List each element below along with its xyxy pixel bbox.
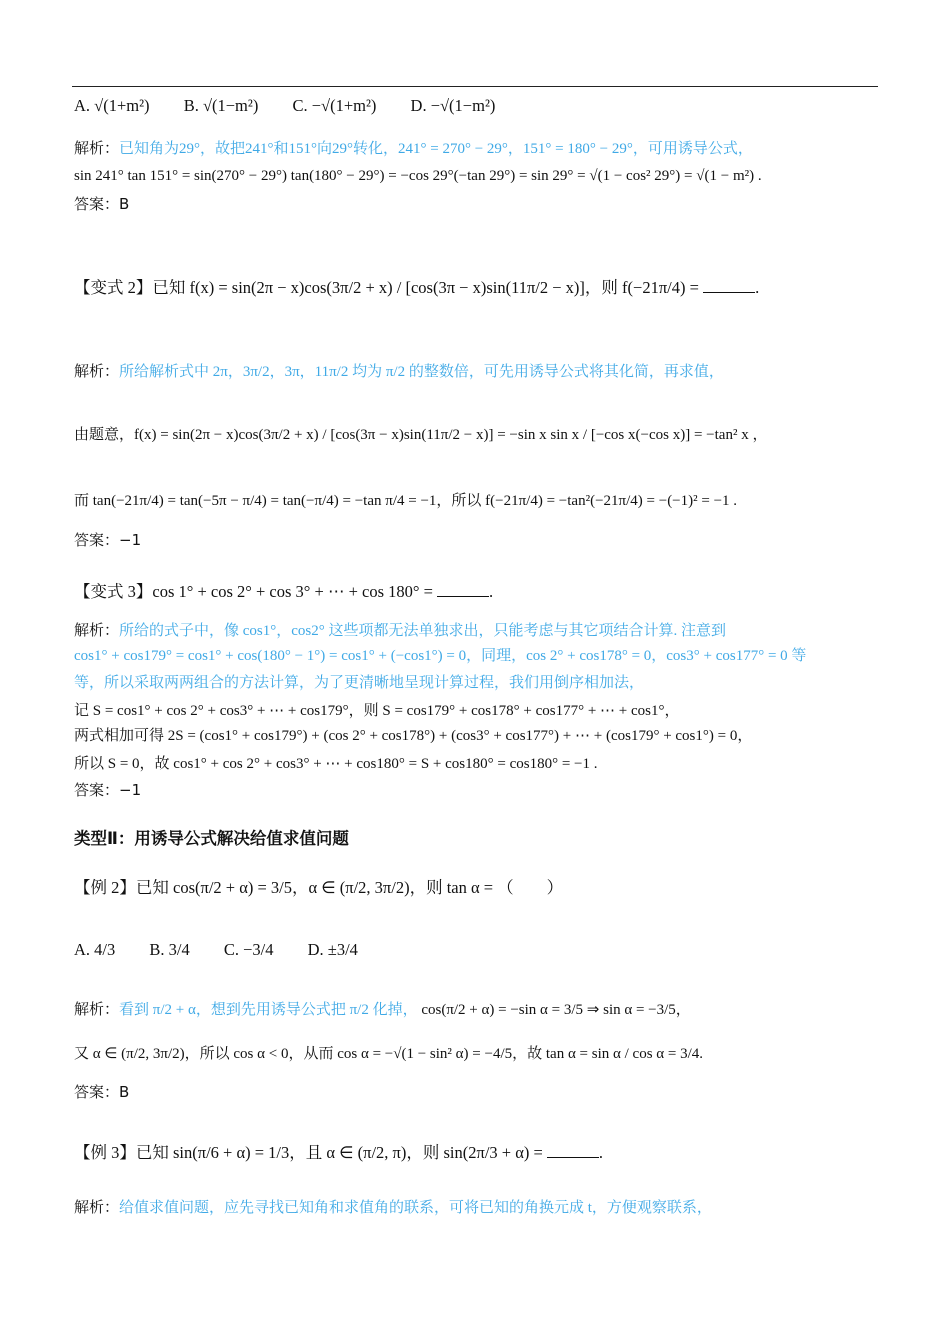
solution-label: 解析：: [74, 139, 120, 157]
choice-d: D. ±3/4: [307, 940, 358, 959]
solution-2-equation: 由题意，f(x) = sin(2π − x)cos(3π/2 + x) / [cos(3π − x)sin(11π/2 − x)] = −sin x sin x / [−cos x(−cos x)] = −tan² x ，: [74, 427, 768, 443]
solution-text: 已知角为29°，故把241°和151°向29°转化，241° = 270° − 29°，151° = 180° − 29°，可用诱导公式，: [119, 141, 753, 157]
solution-4-line-1: [74, 997, 884, 1022]
answer-1: 答案：B: [74, 195, 130, 213]
solution-1-equation: sin 241° tan 151° = sin(270° − 29°) tan(180° − 29°) = −cos 29°(−tan 29°) = sin 29° = √(1 − cos² 29°) = √(1 − m²) .: [74, 168, 762, 184]
choice-b: B. √(1−m²): [183, 96, 259, 115]
solution-3-line-1: [74, 618, 884, 643]
answer-blank: [703, 278, 755, 293]
solution-label: 解析：: [74, 1198, 120, 1216]
solution-text: 所给的式子中，像 cos1°，cos2° 这些项都无法单独求出，只能考虑与其它项结合计算. 注意到: [119, 623, 727, 639]
variant-2-stem: 【变式 2】已知 f(x) = sin(2π − x)cos(3π/2 + x) / [cos(3π − x)sin(11π/2 − x)]，则 f(−21π/4) = .: [74, 278, 760, 297]
solution-text: 给值求值问题，应先寻找已知角和求值角的联系，可将已知的角换元成 t，方便观察联系，: [119, 1200, 712, 1216]
variant-3-stem: 【变式 3】cos 1° + cos 2° + cos 3° + ⋯ + cos 180° = .: [74, 582, 494, 601]
choice-d: D. −√(1−m²): [410, 96, 496, 115]
choices-row-1: [74, 94, 884, 118]
solution-label: 解析：: [74, 621, 120, 639]
solution-label: 解析：: [74, 1000, 120, 1018]
solution-4-equation-2: 又 α ∈ (π/2, 3π/2)，所以 cos α < 0，从而 cos α = −√(1 − sin² α) = −4/5，故 tan α = sin α / cos α = 3/4.: [74, 1046, 704, 1062]
solution-3-equation-3: 所以 S = 0，故 cos1° + cos 2° + cos3° + ⋯ + cos180° = S + cos180° = cos180° = −1 .: [74, 756, 598, 772]
solution-label: 解析：: [74, 362, 120, 380]
variant-2-text: 【变式 2】已知 f(x) = sin(2π − x)cos(3π/2 + x) / [cos(3π − x)sin(11π/2 − x)]，则 f(−21π/4) =: [74, 278, 699, 297]
solution-5-line-1: [74, 1195, 884, 1220]
answer-3: 答案：−1: [74, 781, 142, 799]
choice-a: A. 4/3: [74, 940, 116, 959]
header-rule: [72, 86, 878, 87]
choice-c: C. −√(1+m²): [292, 96, 377, 115]
answer-blank: [547, 1143, 599, 1158]
solution-3-line-3: 等，所以采取两两组合的方法计算，为了更清晰地呈现计算过程，我们用倒序相加法，: [74, 675, 645, 691]
answer-blank: [437, 582, 489, 597]
solution-3-line-2: cos1° + cos179° = cos1° + cos(180° − 1°) = cos1° + (−cos1°) = 0，同理，cos 2° + cos178° = 0，cos3° + cos177° = 0 等: [74, 648, 807, 664]
choices-row-2: [74, 938, 884, 962]
solution-4-equation: cos(π/2 + α) = −sin α = 3/5 ⇒ sin α = −3/5，: [421, 1002, 691, 1018]
solution-2-equation-2: 而 tan(−21π/4) = tan(−5π − π/4) = tan(−π/4) = −tan π/4 = −1，所以 f(−21π/4) = −tan²(−21π/4) = −(−1)² = −1 .: [74, 493, 738, 509]
variant-3-text: 【变式 3】cos 1° + cos 2° + cos 3° + ⋯ + cos 180° =: [74, 582, 433, 601]
example-3-text: 【例 3】已知 sin(π/6 + α) = 1/3，且 α ∈ (π/2, π)，则 sin(2π/3 + α) =: [74, 1143, 543, 1162]
section-heading: 类型Ⅱ：用诱导公式解决给值求值问题: [74, 829, 349, 848]
example-3-stem: 【例 3】已知 sin(π/6 + α) = 1/3，且 α ∈ (π/2, π)，则 sin(2π/3 + α) = .: [74, 1143, 604, 1162]
choice-c: C. −3/4: [223, 940, 274, 959]
solution-text: 所给解析式中 2π，3π/2，3π，11π/2 均为 π/2 的整数倍，可先用诱导公式将其化简，再求值，: [119, 364, 724, 380]
solution-1-line-1: [74, 136, 884, 161]
example-2-stem: 【例 2】已知 cos(π/2 + α) = 3/5，α ∈ (π/2, 3π/2)，则 tan α = （ ）: [74, 878, 564, 897]
choice-a: A. √(1+m²): [74, 96, 150, 115]
solution-3-equation-2: 两式相加可得 2S = (cos1° + cos179°) + (cos 2° + cos178°) + (cos3° + cos177°) + ⋯ + (cos179° + cos1°) = 0，: [74, 728, 753, 744]
choice-b: B. 3/4: [149, 940, 190, 959]
solution-3-equation-1: 记 S = cos1° + cos 2° + cos3° + ⋯ + cos179°，则 S = cos179° + cos178° + cos177° + ⋯ + cos1°，: [74, 703, 680, 719]
solution-text: 看到 π/2 + α，想到先用诱导公式把 π/2 化掉，: [119, 1002, 418, 1018]
answer-2: 答案：−1: [74, 531, 142, 549]
answer-4: 答案：B: [74, 1083, 130, 1101]
solution-2-line-1: [74, 359, 884, 384]
